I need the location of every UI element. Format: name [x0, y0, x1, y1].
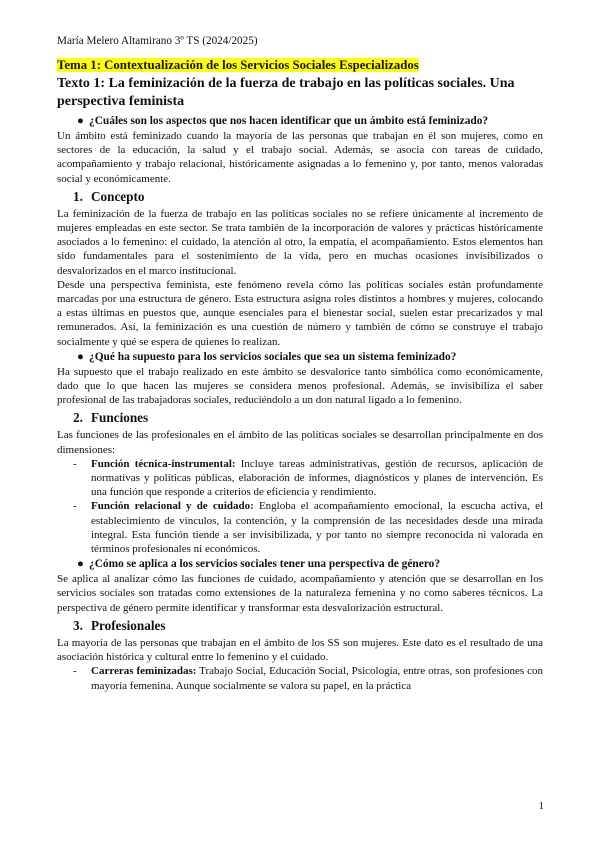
function-item-relacional: [57, 499, 543, 556]
profesionales-paragraph: La mayoría de las personas que trabajan en el ámbito de los SS son mujeres. Este dato es el resultado de una asociación histórica y cultural entre lo femenino y el cuidado.: [57, 636, 543, 664]
function-description: Engloba el acompañamiento emocional, la escucha activa, el establecimiento de vínculos, la contención, y la comprensión de las necesidades desde una mirada integral. Esta función tiende a ser invisibilizada, y por tanto no siempre reconocida ni valorada en términos profesionales ni económicos.: [91, 500, 544, 556]
function-term: Función técnica-instrumental:: [91, 457, 236, 470]
page-number: 1: [538, 800, 544, 812]
careers-description: Trabajo Social, Educación Social, Psicología, entre otras, son profesiones con mayoría femenina. Aunque socialmente se valora su papel, en la práctica: [91, 665, 543, 692]
concepto-paragraph-1: La feminización de la fuerza de trabajo en las políticas sociales no se refiere únicamente al incremento de mujeres empleadas en este sector. Se trata también de la incorporación de valores y prácticas históricamente asociados a lo femenino: el cuidado, la atención al otro, la empatía, el acompañamiento. Estos elementos han sido fundamentales para el sostenimiento de la vida, pero en muchas ocasiones invisibilizados o desvalorizados en el marco institucional.: [57, 207, 543, 277]
question-text: ¿Cómo se aplica a los servicios sociales tener una perspectiva de género?: [89, 558, 441, 571]
funciones-intro-paragraph: Las funciones de las profesionales en el ámbito de las políticas sociales se desarrollan principalmente en dos dimensiones:: [57, 429, 543, 456]
question-text: ¿Qué ha supuesto para los servicios sociales que sea un sistema feminizado?: [89, 350, 457, 363]
dash-bullet-icon: -: [73, 665, 77, 678]
function-description: Incluye tareas administrativas, gestión de recursos, aplicación de normativas y políticas públicas, elaboración de informes, diagnósticos y planes de intervención. Es una función que responde a criterios de eficiencia y rendimiento.: [91, 457, 543, 499]
question-text: ¿Cuáles son los aspectos que nos hacen identificar que un ámbito está feminizado?: [89, 115, 489, 127]
bullet-icon: ●: [77, 350, 84, 363]
section-concepto: [57, 188, 543, 205]
intro-paragraph: Un ámbito está feminizado cuando la mayoría de las personas que trabajan en él son mujeres, como en sectores de la educación, la salud y el trabajo social. Además, se asocia con tareas de cuidado, acompañamiento y trabajo relacional, históricamente asignadas a lo femenino y, por tanto, menos valoradas social y económicamente.: [57, 130, 543, 185]
section-number: 3.: [73, 617, 83, 633]
author-header: María Melero Altamirano 3º TS (2024/2025): [57, 35, 258, 47]
section-funciones: [57, 409, 543, 426]
careers-item: [57, 664, 543, 692]
topic-heading: [57, 58, 543, 73]
section-number: 1.: [73, 188, 83, 204]
dash-bullet-icon: -: [73, 457, 77, 470]
section-profesionales: [57, 617, 543, 634]
text-title: Texto 1: La feminización de la fuerza de trabajo en las políticas sociales. Una perspectiva feminista: [57, 76, 515, 109]
function-term: Función relacional y de cuidado:: [91, 500, 254, 513]
concepto-paragraph-2: Desde una perspectiva feminista, este fenómeno revela cómo las políticas sociales están profundamente marcadas por una estructura de género. Esta estructura asigna roles distintos a hombres y mujeres, colocando a estas últimas en puestos que, aunque esenciales para el bienestar social, suelen estar precarizados y mal remunerados. Así, la feminización es una cuestión de número y también de cómo se construye el trabajo socialmente y qué se espera de quienes lo realizan.: [57, 278, 543, 348]
dash-bullet-icon: -: [73, 500, 77, 513]
bullet-icon: ●: [77, 558, 84, 571]
section-number: 2.: [73, 410, 83, 426]
question-2: [57, 350, 543, 364]
question-3: [57, 557, 543, 571]
bullet-icon: ●: [77, 115, 84, 127]
genero-paragraph: Se aplica al analizar cómo las funciones de cuidado, acompañamiento y atención que se desarrollan en los servicios sociales son tratadas como extensiones de la naturaleza femenina y no como saberes técnicos. La perspectiva de género permite identificar y transformar esta desvalorización estructural.: [57, 573, 543, 614]
page-content: [57, 34, 543, 693]
section-title-text: Funciones: [91, 410, 149, 426]
function-item-tecnica: [57, 457, 543, 500]
topic-highlight: Tema 1: Contextualización de los Servicios Sociales Especializados: [57, 58, 419, 72]
careers-term: Carreras feminizadas:: [91, 665, 197, 678]
section-title-text: Concepto: [91, 188, 145, 204]
section-title-text: Profesionales: [91, 617, 166, 633]
question-1: [57, 114, 543, 128]
supuesto-paragraph: Ha supuesto que el trabajo realizado en este ámbito se desvalorice tanto simbólica como económicamente, dado que lo que hacen las mujeres se considera menos profesional. Además, se invisibiliza el saber profesional de las trabajadoras sociales, reduciéndolo a un don natural ligado a lo femenino.: [57, 365, 543, 407]
